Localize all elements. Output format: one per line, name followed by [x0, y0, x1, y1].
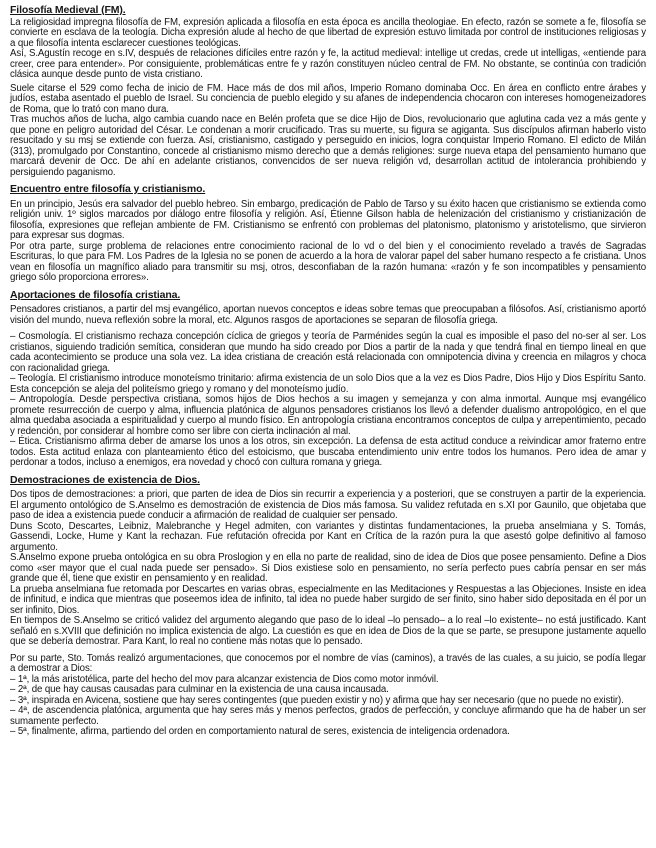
paragraph-cosmologia: – Cosmología. El cristianismo rechaza concepción cíclica de griegos y teoría de Parménides según la cual es imposible el paso del no-ser al ser. Los cristianos, siguiendo tradición semítica, consideran que mundo ha sido creado por Dios a partir de la nada y que tendrá final en tiempo lineal en que cada acontecimiento se produce una sola vez. La idea cristiana de creación está relacionada con omnipotencia divina y creencia en milagros y choca con racionalidad griega. — [10, 331, 646, 374]
paragraph-etica: – Ética. Cristianismo afirma deber de amarse los unos a los otros, sin excepción. La defensa de esta actitud conduce a reivindicar amor fraterno entre todos. Esta actitud enlaza con planteamiento ético del estoicismo, que buscaba entendimiento univ entre todos los humanos. Pero idea de amar y perdonar a todos, incluso a enemigos, era novedad y chocó con cultura romana y griega. — [10, 436, 646, 468]
paragraph: Dos tipos de demostraciones: a priori, que parten de idea de Dios sin recurrir a experiencia y a posteriori, que se construyen a partir de la experiencia. El argumento ontológico de S.Anselmo es demostración de existencia de Dios más famosa. Su validez refutada en s.XI por Gaunilo, que objetaba que paso de idea a existencia puede conducir a afirmación de realidad de cualquier ser pensado. — [10, 489, 646, 521]
paragraph: Por su parte, Sto. Tomás realizó argumentaciones, que conocemos por el nombre de vías (caminos), a través de las cuales, a su juicio, se podía llegar a demostrar a Dios: — [10, 652, 646, 674]
paragraph-antropologia: – Antropología. Desde perspectiva cristiana, somos hijos de Dios hechos a su imagen y semejanza y con alma inmortal. Aunque msj evangélico promete resurrección de cuerpo y alma, influencia platónica de algunos pensadores cristianos los llevó a defender dualismo antropológico, en el que alma quedaba asociada a espiritualidad y cuerpo al mundo físico. En antropología cristiana encontramos conceptos de culpa y arrepentimiento, pecado y redención, por considerar al hombre como ser libre con cierta inclinación al mal. — [10, 394, 646, 437]
paragraph: La religiosidad impregna filosofía de FM, expresión aplicada a filosofía en esta época es ancilla theologiae. En efecto, razón se somete a fe, filosofía se convierte en esclava de la teología. Dicha expresión alude al hecho de que libertad de expresión estuvo limitada por control de instituciones religiosas y a que filosofía intenta esclarecer cuestiones teológicas. — [10, 16, 646, 49]
paragraph: La prueba anselmiana fue retomada por Descartes en varias obras, especialmente en las Meditaciones y Respuestas a las Objeciones. Insiste en idea de infinitud, e indica que mientras que poseemos idea de infinito, tal idea no puede haber surgido de ser finito, sino haber sido depositada en él por un ser infinito, Dios. — [10, 583, 646, 616]
list-item-via-3: – 3ª, inspirada en Avicena, sostiene que hay seres contingentes (que pueden existir y no) y afirma que hay ser necesario (que no puede no existir). — [10, 694, 624, 706]
paragraph: S.Anselmo expone prueba ontológica en su obra Proslogion y en ella no parte de realidad, sino de idea de Dios que posee pensamiento. Define a Dios como «ser mayor que el cual nada puede ser pensado». Si Dios existiese solo en pensamiento, no sería perfecto pues cabría pensar en ser más grande que él, tiene que existir en pensamiento y en realidad. — [10, 552, 646, 584]
list-item-via-4: – 4ª, de ascendencia platónica, argumenta que hay seres más y menos perfectos, grados de perfección, y concluye afirmando que ha de haber un ser sumamente perfecto. — [10, 705, 646, 727]
list-item-via-5: – 5ª, finalmente, afirma, partiendo del orden en comportamiento natural de seres, existencia de inteligencia ordenadora. — [10, 726, 510, 737]
section-title-demostraciones: Demostraciones de existencia de Dios. — [10, 473, 200, 486]
section-title-filosofia-medieval: Filosofía Medieval (FM). — [10, 4, 126, 16]
list-item-via-2: – 2ª, de que hay causas causadas para culminar en la existencia de una causa incausada. — [10, 684, 389, 695]
paragraph: En un principio, Jesús era salvador del pueblo hebreo. Sin embargo, predicación de Pablo de Tarso y su éxito hacen que cristianismo se extienda como religión univ. 1º siglos marcados por diálogo entre filosofía y religión. Así, Étienne Gilson habla de helenización del cristianismo y cristianización de filosofía, expresiones que reflejan ambiente de FM. Cristianismo se enfrentó con problemas del platonismo, platonismo y aristotelismo, que sirvieron para expresar sus dogmas. — [10, 198, 646, 241]
paragraph: Tras muchos años de lucha, algo cambia cuando nace en Belén profeta que se dice Hijo de Dios, revolucionario que aglutina cada vez a más gente y que pone en peligro autoridad del César. Le condenan a morir crucificado. Tras su muerte, su figura se agiganta. Sus discípulos afirman haberlo visto resucitado y su msj se extiende con fuerza. Así, cristianismo, castigado y perseguido en inicios, logra conquistar Imperio Romano. El edicto de Milán (313), promulgado por Constantino, concede al cristianismo mismo derecho que a demás religiones: surge nueva etapa del pensamiento humano que marcará devenir de Occ. De ahí en adelante cristianos, convencidos de ser nueva religión vd, desarrollan actitud de intolerancia prohibiendo y persiguiendo paganismo. — [10, 114, 646, 178]
paragraph: Pensadores cristianos, a partir del msj evangélico, aportan nuevos conceptos e ideas sobre temas que preocupaban a filósofos. Así, cristianismo aportó visión del mundo, nueva reflexión sobre la moral, etc. Algunos rasgos de aportaciones se separan de filosofía griega. — [10, 304, 646, 326]
paragraph: Por otra parte, surge problema de relaciones entre conocimiento racional de lo vd o del bien y el conocimiento revelado a través de Sagradas Escrituras, lo que para FM. Los Padres de la Iglesia no se ponen de acuerdo a la hora de valorar papel del saber humano respecto a fe cristiana. Unos vean en filosofía un magnífico aliado para transmitir su msj, otros, desconfiaban de la razón humana: «razón y fe son incompatibles y pensamiento griego sólo proporciona errores». — [10, 240, 646, 283]
section-title-aportaciones: Aportaciones de filosofía cristiana. — [10, 288, 181, 301]
paragraph: Duns Scoto, Descartes, Leibniz, Malebranche y Hegel admiten, con variantes y distintas fundamentaciones, la prueba anselmiana y S. Tomás, Gassendi, Locke, Hume y Kant la rechazan. Fue refutación ofrecida por Kant en Crítica de la razón pura la que asestó golpe definitivo al famoso argumento. — [10, 520, 646, 553]
section-title-encuentro: Encuentro entre filosofía y cristianismo. — [10, 183, 206, 195]
list-item-via-1: – 1ª, la más aristotélica, parte del hecho del mov para alcanzar existencia de Dios como motor inmóvil. — [10, 673, 439, 685]
paragraph-teologia: – Teología. El cristianismo introduce monoteísmo trinitario: afirma existencia de un solo Dios que a la vez es Dios Padre, Dios Hijo y Dios Espíritu Santo. Esta concepción se aleja del politeísmo griego y romano y del monoteísmo judío. — [10, 373, 646, 395]
paragraph: Así, S.Agustín recoge en s.IV, después de relaciones difíciles entre razón y fe, la actitud medieval: intellige ut credas, crede ut intelligas, «entiende para creer, cree para entender». Por consiguiente, problemáticas entre fe y razón constituyen núcleo central de FM. No obstante, se continúa con tradición clásica aunque desde punto de vista cristiano. — [10, 48, 646, 80]
paragraph: En tiempos de S.Anselmo se criticó validez del argumento alegando que paso de lo ideal –lo pensado– a lo real –lo existente– no está justificado. Kant señaló en s.XVIII que definición no implica existencia de algo. La cuestión es que en idea de Dios de la que se parte, se presupone justamente aquello que se debería demostrar. Para Kant, lo real no contiene más notas que lo pensado. — [10, 615, 646, 647]
paragraph: Suele citarse el 529 como fecha de inicio de FM. Hace más de dos mil años, Imperio Romano dominaba Occ. En área en conflicto entre árabes y judíos, estaba asentado el pueblo de Israel. Su conciencia de pueblo elegido y su afanes de independencia chocaron con intereses homogeneizadores de Roma, que lo trató con mano dura. — [10, 82, 646, 115]
